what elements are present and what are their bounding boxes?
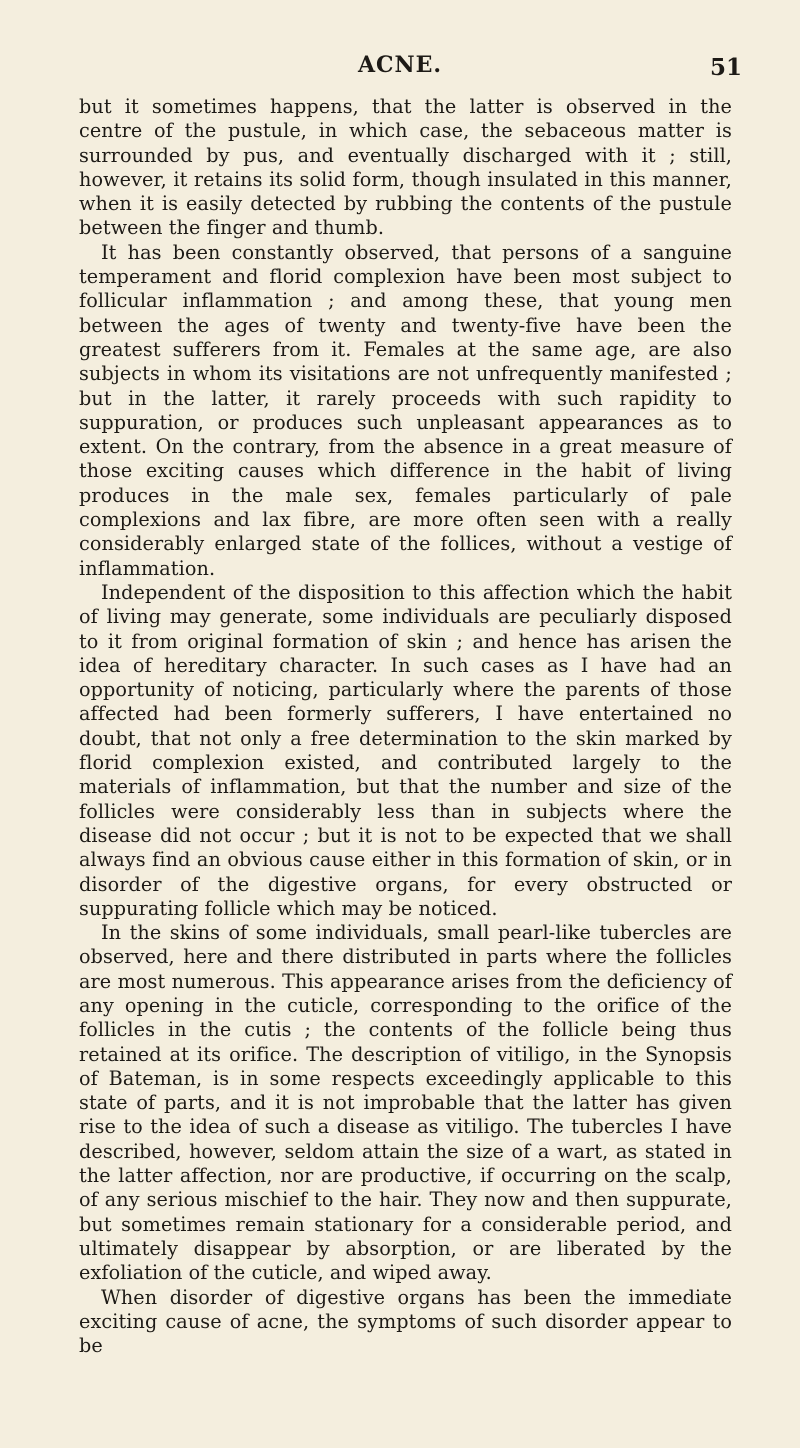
page-number: 51 (709, 54, 742, 81)
running-head (0, 52, 800, 82)
running-title: ACNE. (357, 52, 443, 78)
paragraph-hereditary-character: Independent of the disposition to this affection which the habit of living may generate, some individuals are peculiarly disposed to it from original formation of skin ; and hence has arisen the idea of hereditary character. In such cases as I have had an opportunity of noticing, particularly where the parents of those affected had been formerly sufferers, I have entertained no doubt, that not only a free determination to the skin marked by florid complexion existed, and contributed largely to the materials of inflammation, but that the number and size of the follicles were considerably less than in subjects where the disease did not occur ; but it is not to be expected that we shall always find an obvious cause either in this formation of skin, or in disorder of the digestive organs, for every obstructed or suppurating follicle which may be noticed. (79, 580, 732, 920)
paragraph-pearl-like-tubercles: In the skins of some individuals, small pearl-like tubercles are observed, here and there distributed in parts where the follicles are most numerous. This appearance arises from the deficiency of any opening in the cuticle, corresponding to the orifice of the follicles in the cutis ; the contents of the follicle being thus retained at its orifice. The description of vitiligo, in the Synopsis of Bateman, is in some respects exceedingly applicable to this state of parts, and it is not improbable that the latter has given rise to the idea of such a disease as vitiligo. The tubercles I have described, however, seldom attain the size of a wart, as stated in the latter affection, nor are productive, if occurring on the scalp, of any serious mischief to the hair. They now and then suppurate, but sometimes remain stationary for a considerable period, and ultimately disappear by absorption, or are liberated by the exfoliation of the cuticle, and wiped away. (79, 921, 732, 1285)
paragraph-continuation: but it sometimes happens, that the latter is observed in the centre of the pustule, in which case, the sebaceous matter is surrounded by pus, and eventually discharged with it ; still, however, it retains its solid form, though insulated in this manner, when it is easily detected by rubbing the contents of the pustule between the finger and thumb. (79, 95, 732, 240)
body-text (79, 95, 732, 1358)
paragraph-sanguine-temperament: It has been constantly observed, that persons of a sanguine temperament and florid complexion have been most subject to follicular inflammation ; and among these, that young men between the ages of twenty and twenty-five have been the greatest sufferers from it. Females at the same age, are also subjects in whom its visitations are not unfrequently manifested ; but in the latter, it rarely proceeds with such rapidity to suppuration, or produces such unpleasant appearances as to extent. On the contrary, from the absence in a great measure of those exciting causes which difference in the habit of living produces in the male sex, females particularly of pale complexions and lax fibre, are more often seen with a really considerably enlarged state of the follices, without a vestige of inflammation. (79, 240, 732, 580)
paragraph-digestive-disorder: When disorder of digestive organs has been the immediate exciting cause of acne, the symptoms of such disorder appear to be (79, 1285, 732, 1358)
